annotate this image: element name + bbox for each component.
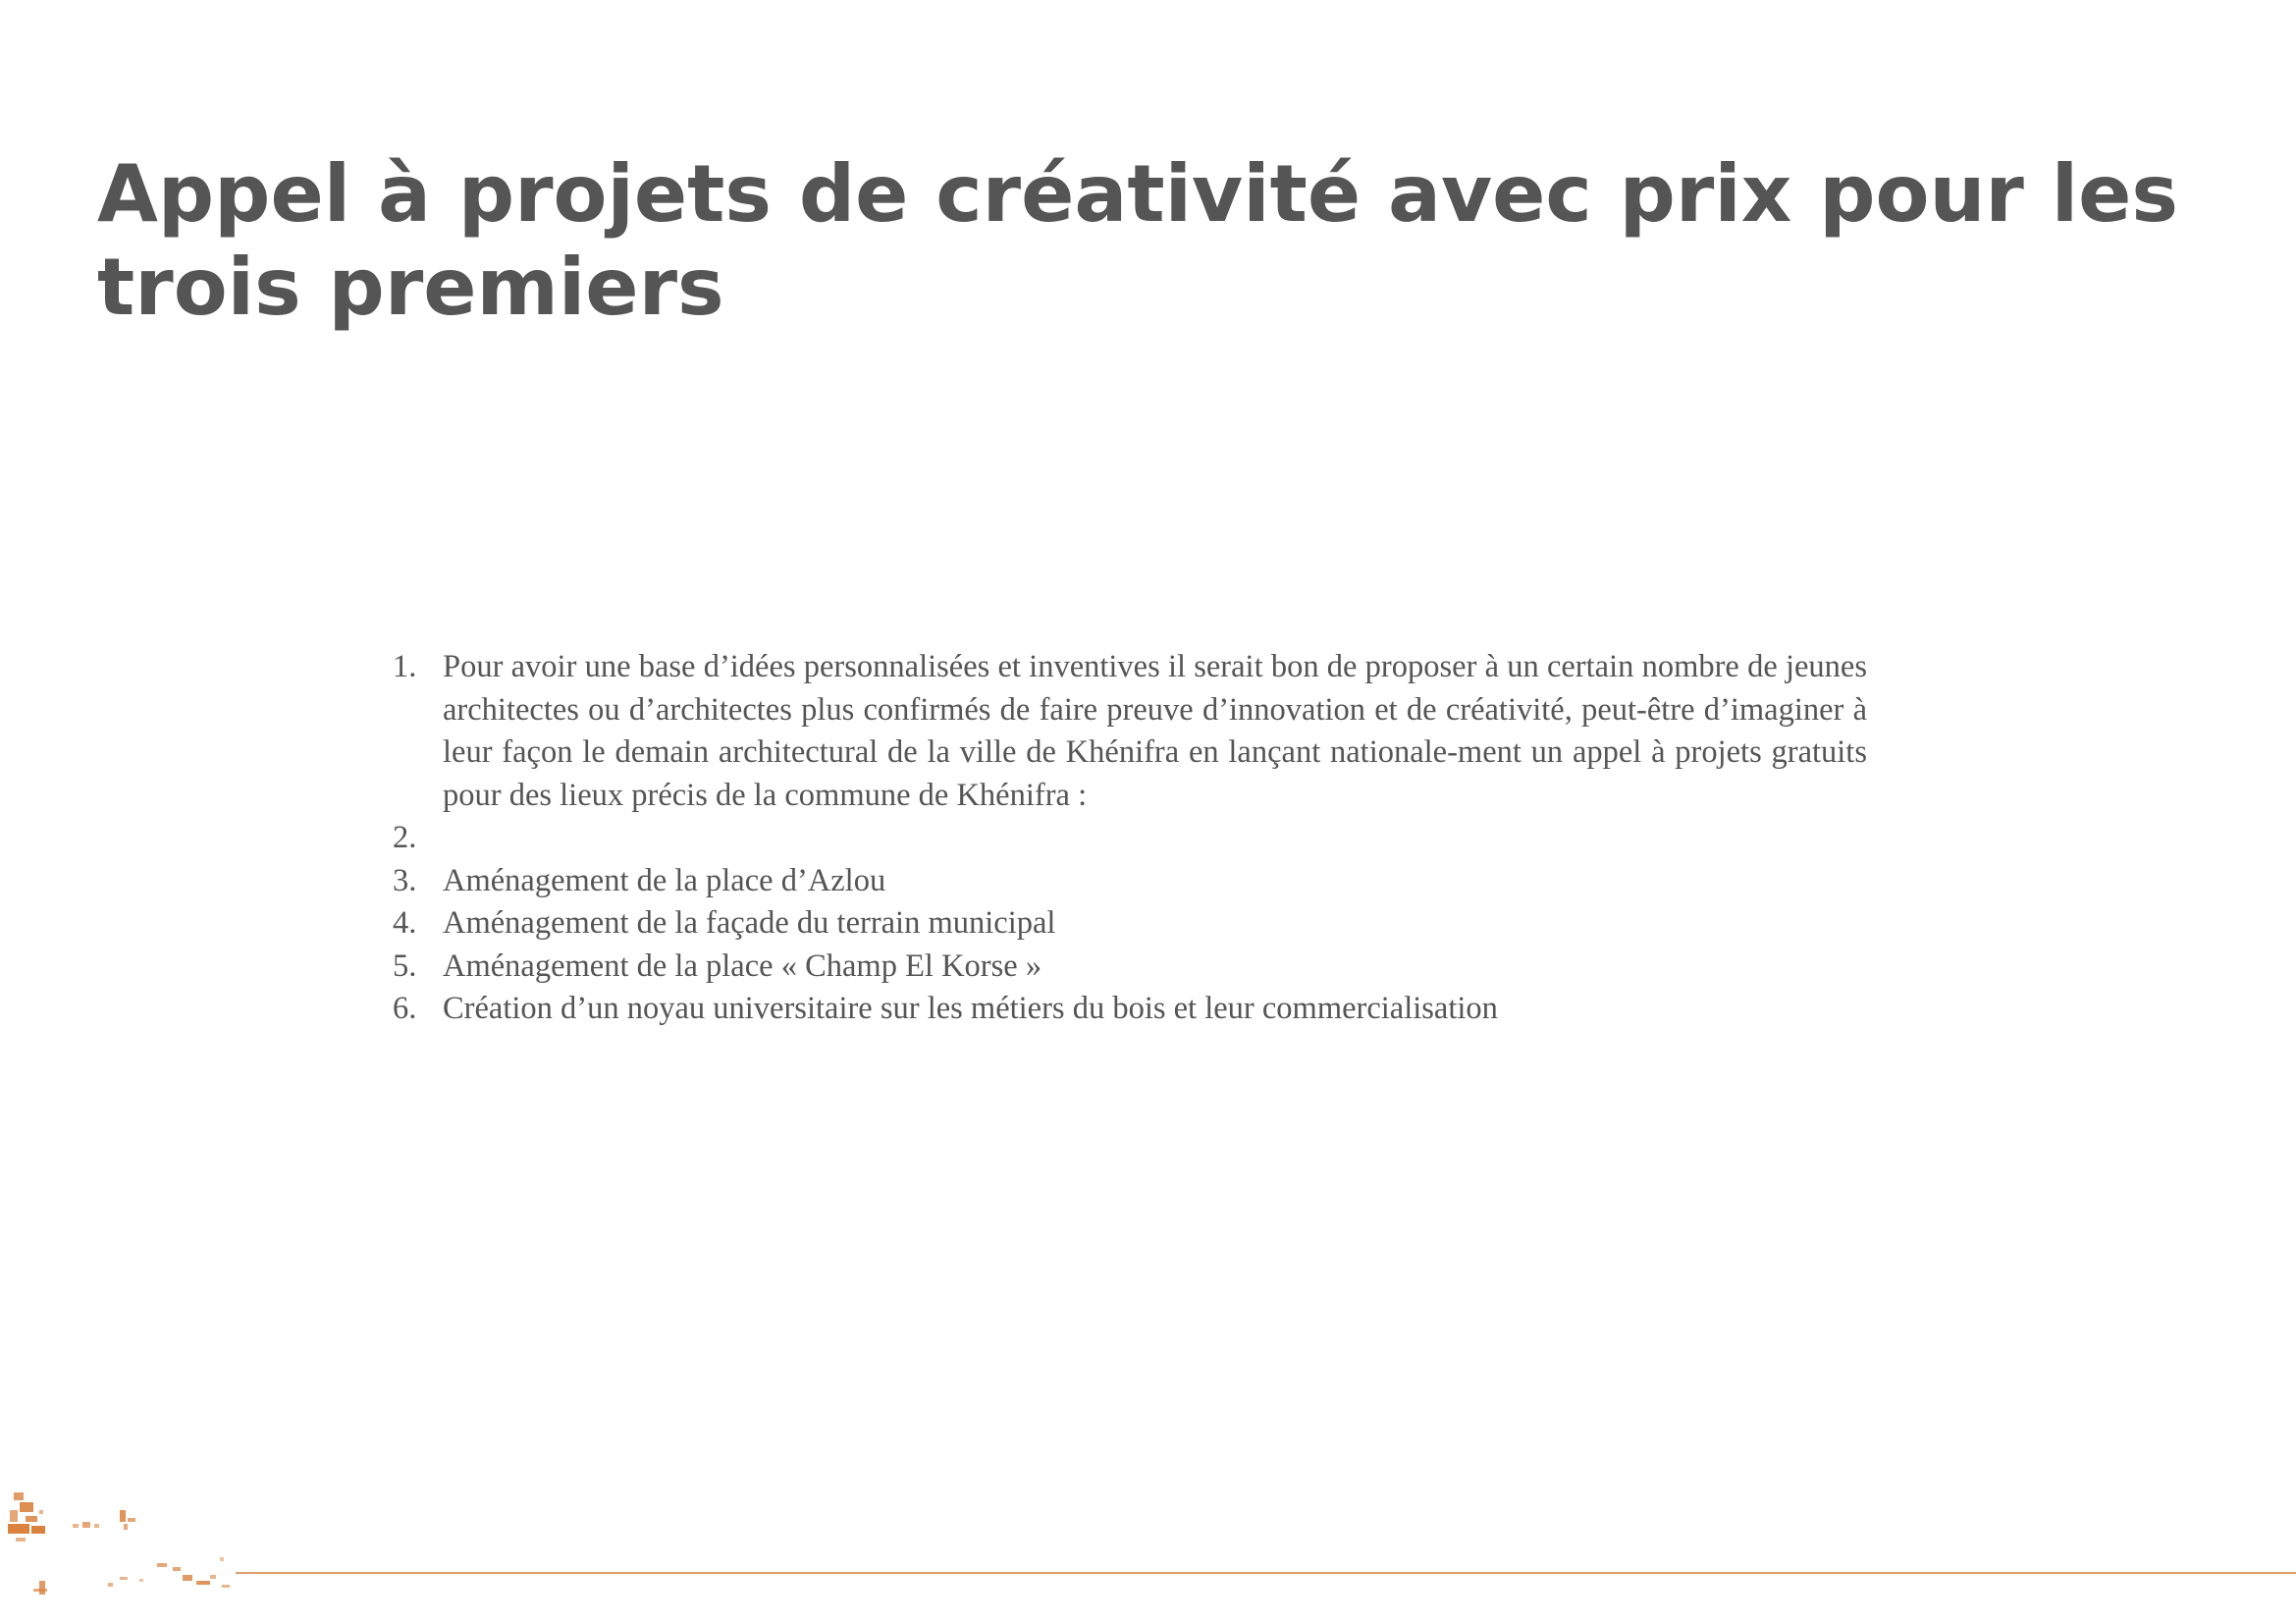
- list-item: [393, 988, 1867, 1031]
- orange-splatter-logo-icon: [0, 1481, 236, 1624]
- list-item: [393, 817, 1867, 860]
- list-item-text: Aménagement de la façade du terrain municipal: [443, 905, 1056, 941]
- list-item-text: Aménagement de la place d’Azlou: [443, 862, 886, 898]
- list-item: [393, 860, 1867, 903]
- list-item-number: 5.: [393, 947, 417, 984]
- list-item-text: Création d’un noyau universitaire sur les métiers du bois et leur commercialisation: [443, 991, 1498, 1026]
- list-item-number: 3.: [393, 862, 417, 898]
- list-item: [393, 646, 1867, 817]
- list-item: [393, 946, 1867, 989]
- list-item-text: Pour avoir une base d’idées personnalisées et inventives il serait bon de proposer à un certain nombre de jeunes architectes ou d’architectes plus confirmés de faire preuve d’innovation et de créativité, peut-être d’imaginer à leur façon le demain architectural de la ville de Khénifra en lançant nationale-ment un appel à projets gratuits pour des lieux précis de la commune de Khénifra :: [443, 649, 1867, 813]
- list-item: [393, 902, 1867, 946]
- list-item-number: 6.: [393, 991, 417, 1026]
- footer-divider: [236, 1572, 2296, 1574]
- list-item-number: 2.: [393, 820, 417, 855]
- numbered-list: [393, 646, 1867, 1031]
- slide-title: Appel à projets de créativité avec prix pour les trois premiers: [97, 148, 2178, 333]
- list-item-text: Aménagement de la place « Champ El Korse »: [443, 947, 1042, 984]
- list-item-number: 1.: [393, 649, 417, 684]
- list-item-number: 4.: [393, 905, 417, 941]
